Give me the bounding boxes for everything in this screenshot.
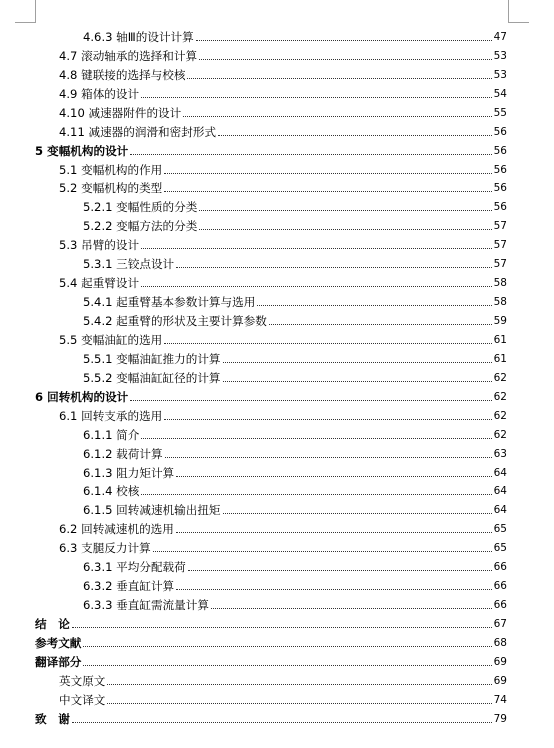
toc-dot-leader <box>165 456 492 458</box>
toc-dot-leader <box>72 626 492 628</box>
toc-entry-title: 4.11 减速器的润滑和密封形式 <box>59 124 217 139</box>
toc-entry-title: 6.3.3 垂直缸需流量计算 <box>83 598 209 613</box>
toc-entry-title: 5.2.2 变幅方法的分类 <box>83 219 198 234</box>
toc-dot-leader <box>218 134 492 136</box>
toc-entry-page-number: 68 <box>493 636 507 649</box>
toc-dot-leader <box>141 247 492 249</box>
toc-entry[interactable] <box>35 309 507 328</box>
toc-entry-title: 4.8 键联接的选择与校核 <box>59 67 186 82</box>
toc-dot-leader <box>164 172 491 174</box>
toc-entry-title: 5.3 吊臂的设计 <box>59 238 140 253</box>
toc-entry-page-number: 56 <box>493 144 507 157</box>
toc-entry-page-number: 57 <box>493 258 507 271</box>
toc-dot-leader <box>199 209 491 211</box>
toc-entry-title: 6 回转机构的设计 <box>35 389 129 404</box>
toc-entry-page-number: 47 <box>493 30 507 43</box>
toc-dot-leader <box>164 342 491 344</box>
table-of-contents <box>35 25 507 726</box>
toc-entry[interactable] <box>35 139 507 158</box>
toc-dot-leader <box>72 721 492 723</box>
toc-entry-page-number: 65 <box>493 523 507 536</box>
toc-entry-page-number: 64 <box>493 466 507 479</box>
toc-entry-page-number: 56 <box>493 201 507 214</box>
toc-entry-title: 结 论 <box>35 617 70 631</box>
toc-entry[interactable] <box>35 404 507 423</box>
toc-entry-title: 5 变幅机构的设计 <box>35 143 129 158</box>
toc-entry[interactable] <box>35 517 507 536</box>
toc-entry-page-number: 53 <box>493 68 507 81</box>
toc-entry-title: 5.1 变幅机构的作用 <box>59 162 163 177</box>
toc-entry-page-number: 66 <box>493 599 507 612</box>
toc-entry-page-number: 57 <box>493 239 507 252</box>
toc-dot-leader <box>83 645 491 647</box>
toc-entry-title: 6.1.3 阻力矩计算 <box>83 465 175 480</box>
toc-dot-leader <box>223 380 492 382</box>
toc-entry-title: 5.4.1 起重臂基本参数计算与选用 <box>83 295 256 310</box>
toc-entry-page-number: 63 <box>493 447 507 460</box>
toc-entry-title: 5.4.2 起重臂的形状及主要计算参数 <box>83 314 267 328</box>
toc-entry-page-number: 53 <box>493 49 507 62</box>
toc-entry-title: 参考文献 <box>35 635 82 650</box>
toc-entry[interactable] <box>35 688 507 707</box>
toc-entry[interactable] <box>35 195 507 214</box>
toc-entry-page-number: 64 <box>493 504 507 517</box>
toc-dot-leader <box>176 531 492 533</box>
toc-dot-leader <box>141 96 492 98</box>
page-corner-mark-left <box>15 0 36 23</box>
toc-dot-leader <box>176 266 491 268</box>
toc-entry-page-number: 62 <box>493 428 507 441</box>
toc-entry-page-number: 79 <box>493 712 507 725</box>
toc-entry[interactable] <box>35 25 507 44</box>
toc-dot-leader <box>187 77 491 79</box>
toc-entry-page-number: 57 <box>493 220 507 233</box>
toc-dot-leader <box>107 683 491 685</box>
toc-entry-title: 6.1.4 校核 <box>83 484 140 499</box>
toc-entry-title: 6.2 回转减速机的选用 <box>59 522 174 537</box>
toc-entry-page-number: 62 <box>493 390 507 403</box>
toc-entry-page-number: 55 <box>493 106 507 119</box>
toc-entry-page-number: 58 <box>493 296 507 309</box>
toc-entry[interactable] <box>35 328 507 347</box>
toc-entry[interactable] <box>35 631 507 650</box>
toc-dot-leader <box>199 228 491 230</box>
toc-entry-title: 6.3 支腿反力计算 <box>59 541 151 556</box>
toc-entry[interactable] <box>35 385 507 404</box>
toc-entry[interactable] <box>35 612 507 631</box>
toc-entry-title: 6.3.2 垂直缸计算 <box>83 579 175 594</box>
toc-entry-title: 6.1.5 回转减速机输出扭矩 <box>83 503 221 518</box>
toc-entry-title: 6.1.2 载荷计算 <box>83 446 163 461</box>
toc-entry-title: 5.2 变幅机构的类型 <box>59 181 163 196</box>
toc-entry-title: 4.7 滚动轴承的选择和计算 <box>59 48 198 63</box>
toc-dot-leader <box>153 550 492 552</box>
toc-entry[interactable] <box>35 423 507 442</box>
toc-entry-page-number: 64 <box>493 485 507 498</box>
toc-dot-leader <box>141 437 491 439</box>
toc-entry-title: 6.1.1 简介 <box>83 427 140 442</box>
toc-dot-leader <box>130 153 491 155</box>
toc-entry-page-number: 62 <box>493 371 507 384</box>
toc-entry[interactable] <box>35 177 507 196</box>
toc-entry[interactable] <box>35 120 507 139</box>
toc-entry[interactable] <box>35 574 507 593</box>
toc-entry-title: 5.5.1 变幅油缸推力的计算 <box>83 351 221 366</box>
toc-entry-page-number: 66 <box>493 561 507 574</box>
toc-dot-leader <box>269 323 492 325</box>
toc-entry-page-number: 69 <box>493 674 507 687</box>
toc-entry-page-number: 56 <box>493 182 507 195</box>
toc-dot-leader <box>130 399 491 401</box>
toc-entry-page-number: 54 <box>493 87 507 100</box>
toc-entry[interactable] <box>35 650 507 669</box>
toc-entry-page-number: 62 <box>493 409 507 422</box>
toc-entry[interactable] <box>35 233 507 252</box>
toc-entry[interactable] <box>35 669 507 688</box>
toc-dot-leader <box>196 39 492 41</box>
toc-entry-title: 5.5 变幅油缸的选用 <box>59 332 163 347</box>
toc-entry-title: 5.3.1 三铰点设计 <box>83 257 175 272</box>
toc-dot-leader <box>164 190 491 192</box>
toc-dot-leader <box>176 588 491 590</box>
toc-entry[interactable] <box>35 214 507 233</box>
toc-entry-title: 4.9 箱体的设计 <box>59 86 140 101</box>
page-corner-mark-right <box>508 0 529 23</box>
toc-dot-leader <box>199 58 492 60</box>
toc-entry-page-number: 66 <box>493 580 507 593</box>
toc-entry[interactable] <box>35 290 507 309</box>
toc-entry-title: 5.5.2 变幅油缸缸径的计算 <box>83 370 221 385</box>
toc-entry[interactable] <box>35 347 507 366</box>
toc-entry[interactable] <box>35 555 507 574</box>
toc-entry-title: 4.6.3 轴Ⅲ的设计计算 <box>83 29 194 44</box>
toc-entry[interactable] <box>35 63 507 82</box>
toc-dot-leader <box>257 304 491 306</box>
toc-entry-title: 4.10 减速器附件的设计 <box>59 105 182 120</box>
toc-entry[interactable] <box>35 44 507 63</box>
toc-dot-leader <box>183 115 491 117</box>
toc-entry[interactable] <box>35 82 507 101</box>
toc-entry[interactable] <box>35 158 507 177</box>
toc-entry[interactable] <box>35 461 507 480</box>
toc-entry-page-number: 65 <box>493 542 507 555</box>
toc-dot-leader <box>107 702 491 704</box>
toc-entry-title: 致 谢 <box>35 711 70 726</box>
toc-entry[interactable] <box>35 271 507 290</box>
toc-entry-title: 6.1 回转支承的选用 <box>59 408 163 423</box>
toc-entry-title: 5.2.1 变幅性质的分类 <box>83 200 198 215</box>
toc-dot-leader <box>211 607 492 609</box>
toc-entry-page-number: 61 <box>493 352 507 365</box>
toc-entry[interactable] <box>35 536 507 555</box>
toc-dot-leader <box>83 664 491 666</box>
toc-entry-page-number: 56 <box>493 163 507 176</box>
toc-entry-title: 中文译文 <box>59 692 106 707</box>
toc-dot-leader <box>223 361 492 363</box>
toc-entry[interactable] <box>35 442 507 461</box>
toc-entry-page-number: 61 <box>493 333 507 346</box>
toc-entry-page-number: 67 <box>493 618 507 630</box>
toc-entry[interactable] <box>35 480 507 499</box>
toc-entry[interactable] <box>35 593 507 612</box>
toc-entry[interactable] <box>35 707 507 726</box>
toc-entry-page-number: 74 <box>493 693 507 706</box>
toc-entry[interactable] <box>35 252 507 271</box>
toc-entry-page-number: 59 <box>493 315 507 327</box>
toc-dot-leader <box>141 493 491 495</box>
toc-entry-page-number: 56 <box>493 125 507 138</box>
toc-entry-title: 英文原文 <box>59 673 106 688</box>
toc-entry[interactable] <box>35 101 507 120</box>
toc-dot-leader <box>164 418 491 420</box>
toc-entry[interactable] <box>35 366 507 385</box>
toc-entry-title: 5.4 起重臂设计 <box>59 276 140 291</box>
toc-entry-title: 翻译部分 <box>35 654 82 669</box>
toc-dot-leader <box>188 569 492 571</box>
toc-dot-leader <box>141 285 492 287</box>
toc-entry-page-number: 58 <box>493 277 507 290</box>
toc-entry-title: 6.3.1 平均分配载荷 <box>83 560 186 575</box>
toc-entry-page-number: 69 <box>493 655 507 668</box>
toc-dot-leader <box>176 475 491 477</box>
toc-entry[interactable] <box>35 498 507 517</box>
toc-dot-leader <box>223 512 492 514</box>
